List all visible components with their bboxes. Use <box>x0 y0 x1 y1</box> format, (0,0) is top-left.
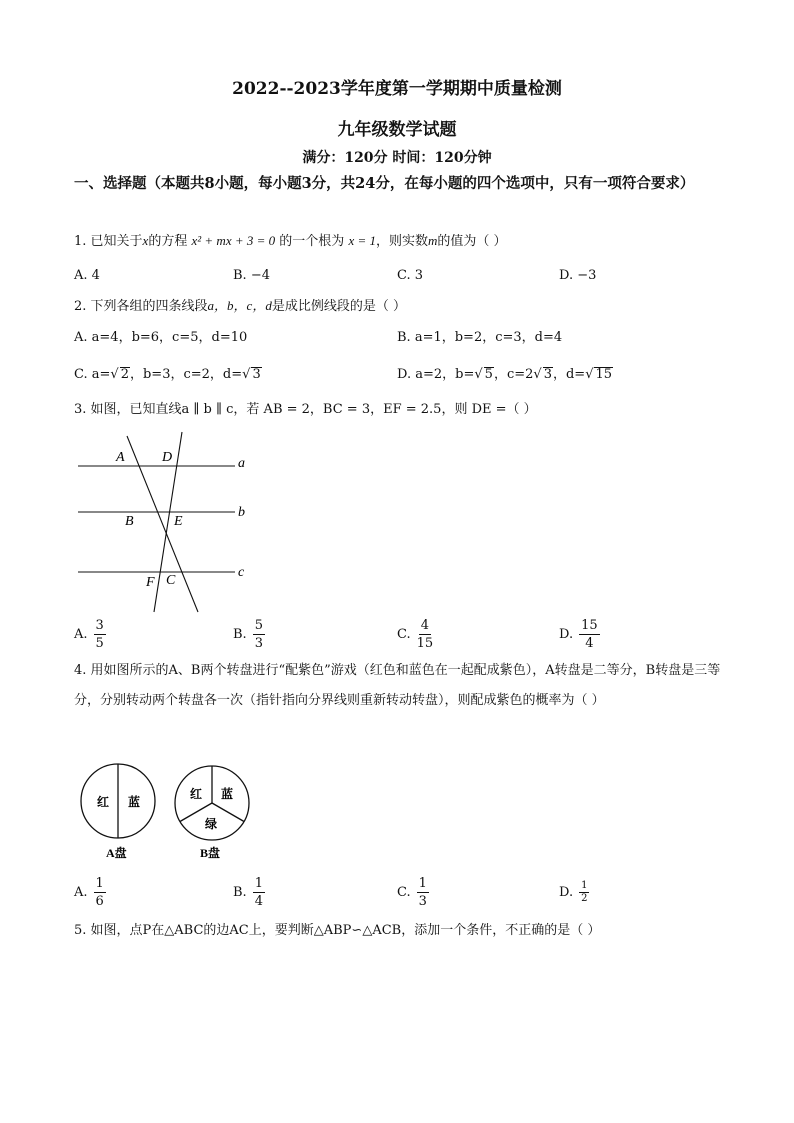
spinner-b-red: 红 <box>190 787 203 801</box>
q1-option-d: D. −3 <box>559 268 597 283</box>
spinner-a-red: 红 <box>97 795 110 809</box>
q2-c-text: ，b=3，c=2，d= <box>129 367 243 382</box>
q2-d-root3: 15 <box>595 367 613 382</box>
q1-text: 1. 已知关于 <box>74 234 143 249</box>
spinner-b-caption: B盘 <box>200 846 221 860</box>
label-A: A <box>116 450 125 465</box>
q1-equation: x² + mx + 3 = 0 <box>191 233 276 248</box>
spinner-a-blue: 蓝 <box>128 795 141 809</box>
q3-option-d <box>559 617 600 652</box>
q4-option-d <box>559 880 589 905</box>
denominator: 4 <box>585 636 594 651</box>
q2-c-root2: 3 <box>252 367 261 382</box>
q4-option-a <box>74 875 106 910</box>
spinner-b <box>175 766 249 860</box>
q2-option-b: B. a=1，b=2，c=3，d=4 <box>397 330 563 345</box>
denominator: 2 <box>581 893 588 904</box>
label-C: C <box>166 573 176 588</box>
option-letter: C. <box>397 627 411 642</box>
q2-d-text: D. a=2，b= <box>397 367 475 382</box>
numerator: 1 <box>418 876 427 891</box>
label-b: b <box>238 505 245 520</box>
q2-d-root1: 5 <box>484 367 493 382</box>
q2-text: 是成比例线段的是（ ） <box>271 299 406 314</box>
section-heading: 一、选择题（本题共8小题，每小题3分，共24分，在每小题的四个选项中，只有一项符合要求） <box>74 175 695 192</box>
spinner-b-blue: 蓝 <box>221 787 234 801</box>
q4-option-c <box>397 875 429 910</box>
denominator: 3 <box>254 636 263 651</box>
numerator: 1 <box>254 876 263 891</box>
option-letter: C. <box>397 885 411 900</box>
spinner-a-caption: A盘 <box>106 846 127 860</box>
spinners-figure <box>70 760 270 865</box>
fraction <box>579 880 589 905</box>
denominator: 6 <box>95 894 104 909</box>
fraction <box>417 617 434 652</box>
option-letter: B. <box>233 627 247 642</box>
label-E: E <box>174 514 183 529</box>
question-2-stem <box>74 296 406 317</box>
q2-option-a: A. a=4，b=6，c=5，d=10 <box>74 330 248 345</box>
parallel-lines-figure <box>70 428 260 618</box>
numerator: 5 <box>254 618 263 633</box>
q2-d-root2: 3 <box>543 367 552 382</box>
option-letter: B. <box>233 885 247 900</box>
q1-root: x = 1 <box>348 233 376 248</box>
label-D: D <box>162 450 173 465</box>
denominator: 4 <box>254 894 263 909</box>
fraction <box>94 875 106 910</box>
spinner-a <box>81 764 155 860</box>
numerator: 4 <box>420 618 430 633</box>
denominator: 3 <box>418 894 427 909</box>
exam-meta: 满分：120分 时间：120分钟 <box>302 150 492 166</box>
fraction <box>579 617 600 652</box>
q3-option-b <box>233 617 265 652</box>
q2-vars: a，b，c，d <box>207 298 272 313</box>
label-a: a <box>238 456 245 471</box>
denominator: 5 <box>95 636 104 651</box>
option-letter: D. <box>559 627 574 642</box>
option-letter: A. <box>74 885 88 900</box>
q1-var-m: m <box>428 233 438 248</box>
fraction <box>253 875 265 910</box>
label-c: c <box>238 565 245 580</box>
q2-c-text: C. a= <box>74 367 111 382</box>
q2-c-root1: 2 <box>120 367 129 382</box>
q1-option-c: C. 3 <box>397 268 424 283</box>
label-B: B <box>125 514 134 529</box>
q2-text: 2. 下列各组的四条线段 <box>74 299 208 314</box>
q1-text: 的方程 <box>148 234 188 249</box>
q1-option-b: B. −4 <box>233 268 270 283</box>
exam-title: 2022--2023学年度第一学期期中质量检测 <box>232 79 562 99</box>
numerator: 1 <box>581 880 588 891</box>
q4-option-b <box>233 875 265 910</box>
q3-option-c <box>397 617 433 652</box>
q1-var-x: x <box>142 233 149 248</box>
option-letter: D. <box>559 885 574 900</box>
q1-text: 的一个根为 <box>279 234 345 249</box>
denominator: 15 <box>416 636 434 651</box>
spinner-b-green: 绿 <box>205 817 218 831</box>
numerator: 15 <box>581 618 598 633</box>
fraction <box>253 617 265 652</box>
q2-option-d: D. a=2，b=√ 5，c=2√ 3，d=√ 15 <box>397 367 613 382</box>
exam-subtitle: 九年级数学试题 <box>337 120 457 140</box>
fraction <box>417 875 429 910</box>
q1-text: ，则实数 <box>375 234 428 249</box>
q3-option-a <box>74 617 106 652</box>
fraction <box>94 617 106 652</box>
q1-option-a: A. 4 <box>74 268 100 283</box>
q2-d-text: ，c=2 <box>493 367 534 382</box>
question-1-stem <box>74 231 507 252</box>
question-3-stem: 3. 如图，已知直线a ∥ b ∥ c，若 AB = 2，BC = 3，EF = 2.5，则 DE =（ ） <box>74 402 537 417</box>
question-4-stem: 4. 用如图所示的A、B两个转盘进行“配紫色”游戏（红色和蓝色在一起配成紫色），A转盘是二等分，B转盘是三等分，分别转动两个转盘各一次（指针指向分界线则重新转动转盘），则配成紫色的概率为（ ） <box>74 663 721 708</box>
q2-option-c: C. a=√ 2，b=3，c=2，d=√ 3 <box>74 367 261 382</box>
numerator: 3 <box>95 618 104 633</box>
numerator: 1 <box>95 876 104 891</box>
q2-d-text: ，d= <box>552 367 586 382</box>
label-F: F <box>146 575 155 590</box>
option-letter: A. <box>74 627 88 642</box>
question-5-stem: 5. 如图，点P在△ABC的边AC上，要判断△ABP∽△ACB，添加一个条件，不正确的是（ ） <box>74 923 601 938</box>
q1-text: 的值为（ ） <box>437 234 507 249</box>
